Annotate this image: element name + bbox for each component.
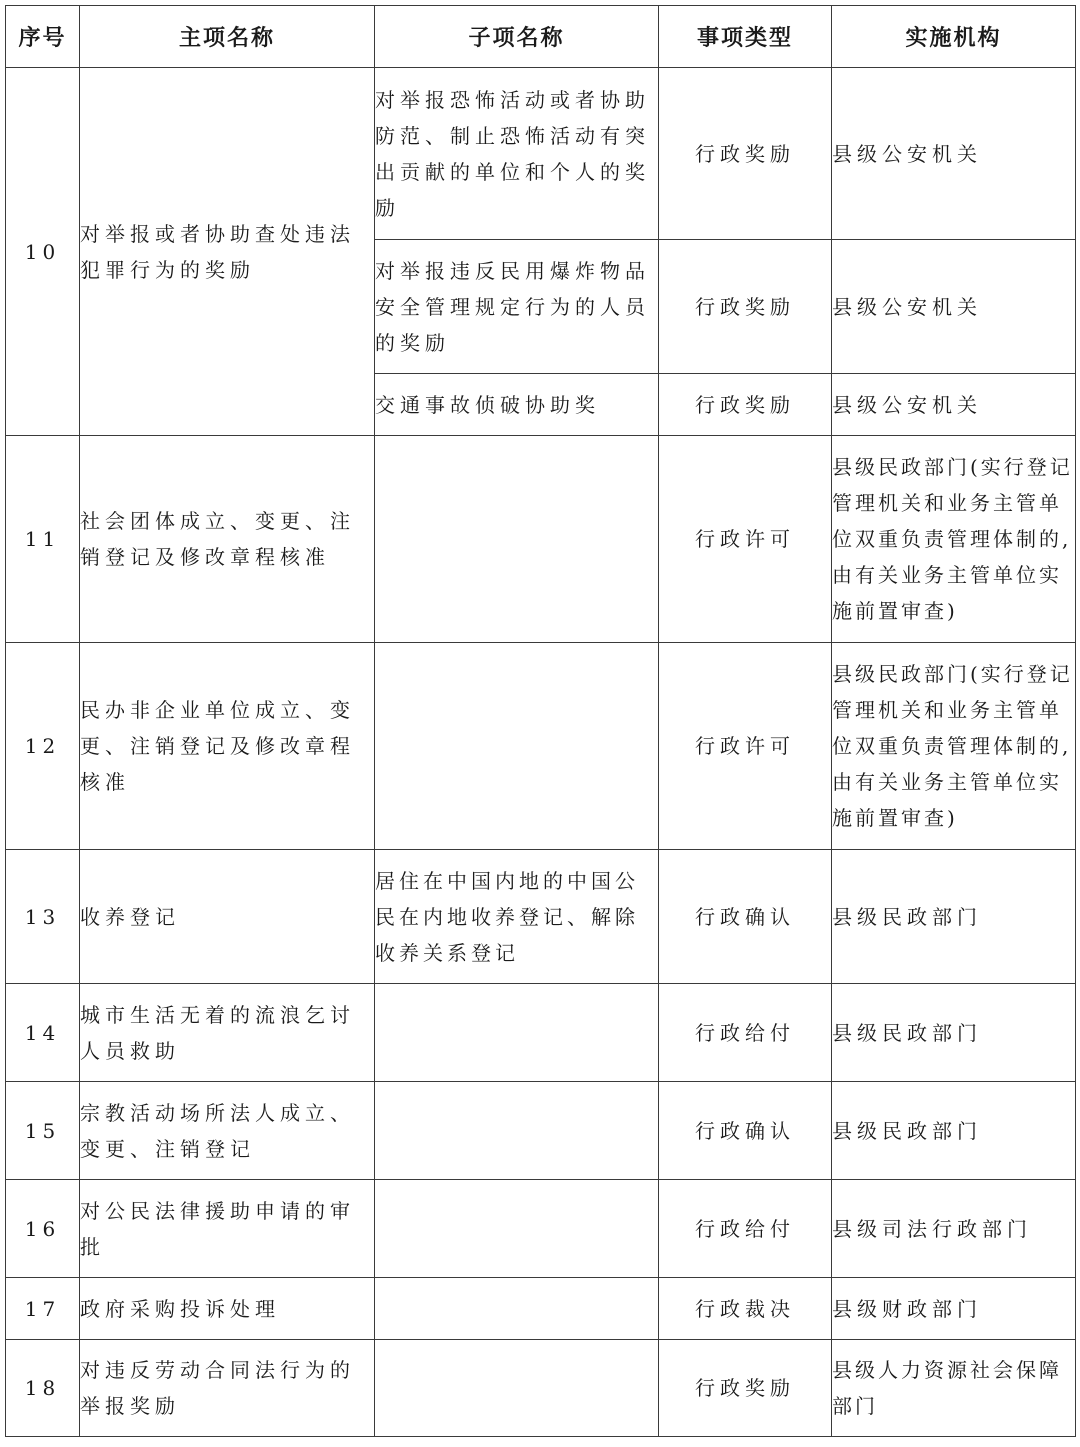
implementing-org: 县级人力资源社会保障部门 (832, 1340, 1076, 1437)
table-row (6, 850, 1076, 984)
header-type: 事项类型 (659, 6, 832, 68)
row-number: 17 (6, 1278, 80, 1340)
main-item-name: 对违反劳动合同法行为的举报奖励 (80, 1340, 375, 1437)
sub-item-name (375, 1278, 659, 1340)
implementing-org: 县级民政部门 (832, 1082, 1076, 1180)
implementing-org: 县级民政部门 (832, 984, 1076, 1082)
header-row (6, 6, 1076, 68)
row-number: 12 (6, 643, 80, 850)
sub-item-name (375, 1082, 659, 1180)
sub-item-name: 对举报违反民用爆炸物品安全管理规定行为的人员的奖励 (375, 240, 659, 374)
table-row (6, 1278, 1076, 1340)
header-no: 序号 (6, 6, 80, 68)
header-main-name: 主项名称 (80, 6, 375, 68)
main-item-name: 社会团体成立、变更、注销登记及修改章程核准 (80, 436, 375, 643)
sub-item-name (375, 436, 659, 643)
header-sub-name: 子项名称 (375, 6, 659, 68)
table-row (6, 643, 1076, 850)
row-number: 14 (6, 984, 80, 1082)
matter-type: 行政奖励 (659, 68, 832, 240)
sub-item-name: 对举报恐怖活动或者协助防范、制止恐怖活动有突出贡献的单位和个人的奖励 (375, 68, 659, 240)
table-row (6, 1082, 1076, 1180)
matter-type: 行政奖励 (659, 240, 832, 374)
table-header (6, 6, 1076, 68)
main-item-name: 对公民法律援助申请的审批 (80, 1180, 375, 1278)
table-body (6, 68, 1076, 1437)
sub-item-name (375, 643, 659, 850)
sub-item-name (375, 1180, 659, 1278)
implementing-org: 县级民政部门 (832, 850, 1076, 984)
matter-type: 行政给付 (659, 984, 832, 1082)
matter-type: 行政确认 (659, 1082, 832, 1180)
main-item-name: 收养登记 (80, 850, 375, 984)
table-row (6, 1340, 1076, 1437)
implementing-org: 县级公安机关 (832, 68, 1076, 240)
implementing-org: 县级公安机关 (832, 374, 1076, 436)
sub-item-name (375, 1340, 659, 1437)
row-number: 13 (6, 850, 80, 984)
sub-item-name: 居住在中国内地的中国公民在内地收养登记、解除收养关系登记 (375, 850, 659, 984)
row-number: 10 (6, 68, 80, 436)
sub-item-name: 交通事故侦破协助奖 (375, 374, 659, 436)
row-number: 16 (6, 1180, 80, 1278)
row-number: 18 (6, 1340, 80, 1437)
main-item-name: 城市生活无着的流浪乞讨人员救助 (80, 984, 375, 1082)
matter-type: 行政奖励 (659, 1340, 832, 1437)
sub-item-name (375, 984, 659, 1082)
matter-type: 行政奖励 (659, 374, 832, 436)
row-number: 15 (6, 1082, 80, 1180)
table-row (6, 68, 1076, 240)
main-item-name: 政府采购投诉处理 (80, 1278, 375, 1340)
matter-type: 行政给付 (659, 1180, 832, 1278)
matter-type: 行政裁决 (659, 1278, 832, 1340)
implementing-org: 县级民政部门(实行登记管理机关和业务主管单位双重负责管理体制的,由有关业务主管单位实施前置审查) (832, 436, 1076, 643)
main-item-name: 民办非企业单位成立、变更、注销登记及修改章程核准 (80, 643, 375, 850)
table-row (6, 1180, 1076, 1278)
matters-table (5, 5, 1076, 1437)
matter-type: 行政确认 (659, 850, 832, 984)
implementing-org: 县级民政部门(实行登记管理机关和业务主管单位双重负责管理体制的,由有关业务主管单位实施前置审查) (832, 643, 1076, 850)
table-row (6, 436, 1076, 643)
header-org: 实施机构 (832, 6, 1076, 68)
implementing-org: 县级财政部门 (832, 1278, 1076, 1340)
matter-type: 行政许可 (659, 643, 832, 850)
table-row (6, 984, 1076, 1082)
row-number: 11 (6, 436, 80, 643)
implementing-org: 县级司法行政部门 (832, 1180, 1076, 1278)
main-item-name: 对举报或者协助查处违法犯罪行为的奖励 (80, 68, 375, 436)
main-item-name: 宗教活动场所法人成立、变更、注销登记 (80, 1082, 375, 1180)
matter-type: 行政许可 (659, 436, 832, 643)
implementing-org: 县级公安机关 (832, 240, 1076, 374)
